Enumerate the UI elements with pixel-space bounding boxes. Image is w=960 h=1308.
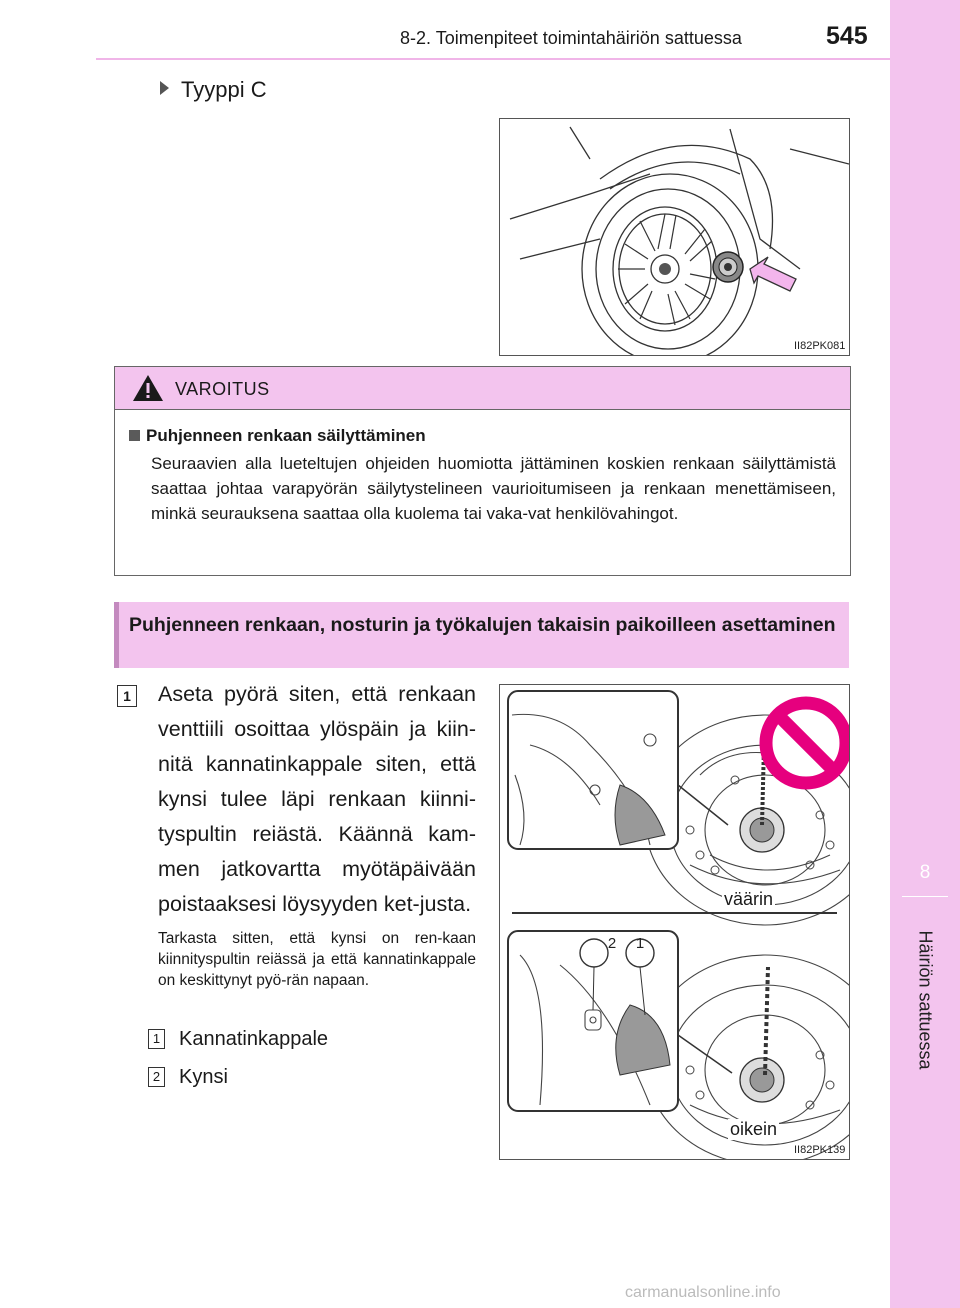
type-label (160, 77, 267, 103)
section-heading: Puhjenneen renkaan, nosturin ja työkalujen takaisin paikoilleen asettaminen (129, 614, 836, 636)
legend-item (148, 1028, 328, 1051)
warning-text: Seuraavien alla lueteltujen ohjeiden huomiotta jättäminen koskien renkaan säilyttämistä saattaa johtaa varapyörän säilytystelineen vaurioitumiseen ja renkaan menettämiseen, minkä seurauksena saattaa olla kuolema tai vaka-vat henkilövahingot. (151, 454, 836, 523)
page-number: 545 (826, 22, 868, 50)
callout-1: 1 (635, 935, 645, 952)
section-title: 8-2. Toimenpiteet toimintahäiriön sattuessa (400, 28, 742, 48)
label-right: oikein (730, 1119, 778, 1139)
chapter-number: 8 (919, 862, 931, 883)
spare-mounting-illustration (500, 685, 849, 1159)
warning-triangle-icon (131, 373, 165, 403)
warning-box (114, 366, 851, 576)
warning-subtitle (129, 426, 836, 446)
section-heading-marker (114, 602, 119, 668)
figure-spare-mounting (499, 684, 850, 1160)
triangle-bullet-icon (160, 81, 169, 95)
warning-title: VAROITUS (175, 379, 270, 399)
figure-code: II82PK081 (794, 340, 846, 352)
step-text: Aseta pyörä siten, että renkaan venttiili osoittaa ylöspäin ja kiin-nitä kannatinkappale siten, että kynsi tulee läpi renkaan kiinni-tyspultin reiästä. Käännä kam-men jatkovartta myötäpäivään poistaaksesi löysyyden ket-justa. (158, 682, 476, 916)
watermark: carmanualsonline.info (625, 1284, 781, 1301)
type-label-text: Tyyppi C (181, 77, 267, 102)
legend-item-number: 2 (148, 1067, 165, 1087)
step-number-badge: 1 (117, 685, 137, 707)
label-wrong: väärin (724, 889, 774, 909)
spare-wheel-illustration (500, 119, 849, 355)
legend-item-label: Kynsi (179, 1066, 228, 1088)
chapter-side-tab (890, 0, 960, 1308)
step-note: Tarkasta sitten, että kynsi on ren-kaan kiinnityspultin reiässä ja että kannatinkappale on keskittynyt pyö-rän napaan. (158, 930, 476, 989)
warning-body (115, 410, 850, 526)
square-bullet-icon (129, 430, 140, 441)
page-header (0, 0, 890, 62)
header-rule (96, 58, 890, 60)
section-heading-bar (114, 602, 849, 668)
warning-subtitle-text: Puhjenneen renkaan säilyttäminen (146, 426, 426, 445)
chapter-title: Häiriön sattuessa (915, 930, 936, 1070)
callout-2: 2 (607, 935, 617, 952)
warning-header (115, 367, 850, 410)
figure-spare-wheel (499, 118, 850, 356)
legend-item (148, 1066, 228, 1089)
legend-item-label: Kannatinkappale (179, 1028, 329, 1050)
figure-code: II82PK139 (794, 1144, 846, 1156)
legend-item-number: 1 (148, 1029, 165, 1049)
chapter-divider (902, 896, 948, 897)
